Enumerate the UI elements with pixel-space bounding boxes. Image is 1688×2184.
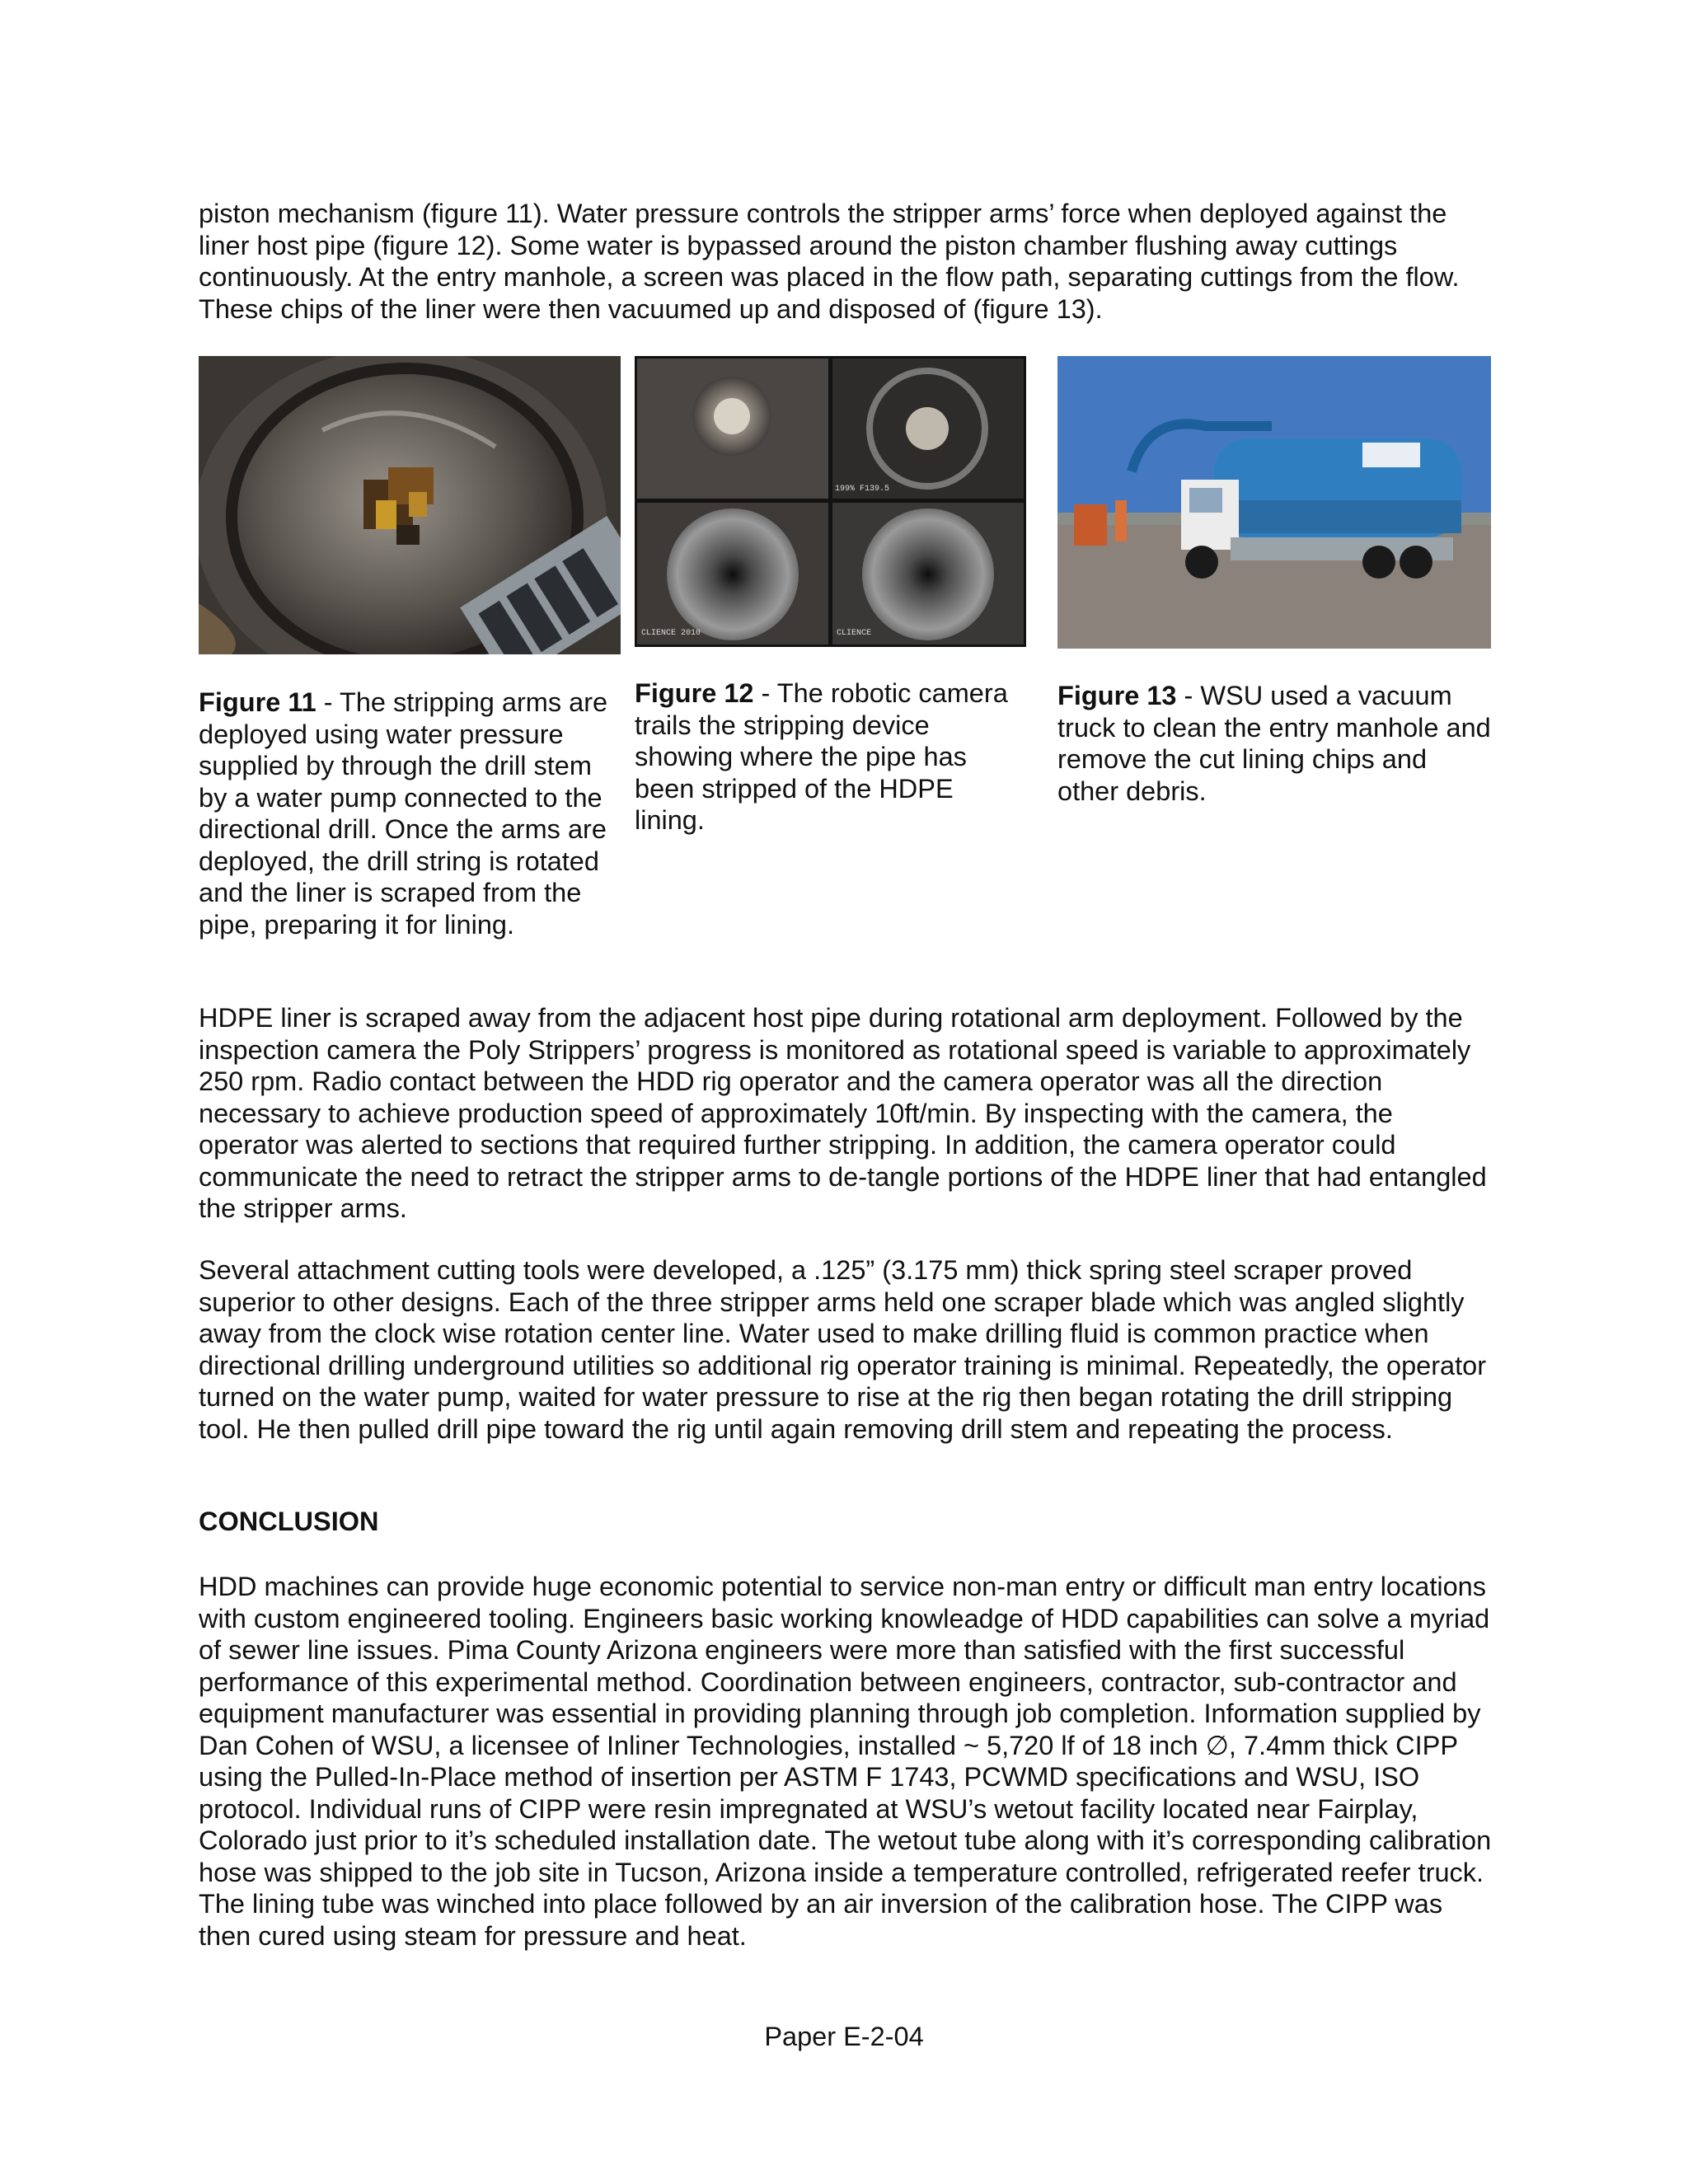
- figure-13-label: Figure 13: [1057, 681, 1177, 710]
- svg-text:199% F139.5: 199% F139.5: [835, 485, 890, 494]
- page-footer: Paper E-2-04: [764, 2022, 924, 2051]
- figure-13-photo: [1057, 356, 1491, 649]
- body-paragraph-2: HDPE liner is scraped away from the adjacent host pipe during rotational arm deployment. Followed by the inspection camera the Poly Strippers’ progress is monitored as rotational speed is variable to approximately 250 rpm. Radio contact between the HDD rig operator and the camera operator was all the direction necessary to achieve production speed of approximately 10ft/min. By inspecting with the camera, the operator was alerted to sections that required further stripping. In addition, the camera operator could communicate the need to retract the stripper arms to de-tangle portions of the HDPE liner that had entangled the stripper arms.: [199, 1003, 1487, 1223]
- svg-text:CLIENCE: CLIENCE: [837, 629, 872, 638]
- body-paragraph-1: piston mechanism (figure 11). Water pressure controls the stripper arms’ force when deployed against the liner host pipe (figure 12). Some water is bypassed around the piston chamber flushing away cuttings continuously. At the entry manhole, a screen was placed in the flow path, separating cuttings from the flow. These chips of the liner were then vacuumed up and disposed of (figure 13).: [199, 199, 1460, 324]
- body-paragraph-3: Several attachment cutting tools were developed, a .125” (3.175 mm) thick spring steel scraper proved superior to other designs. Each of the three stripper arms held one scraper blade which was angled slightly away from the clock wise rotation center line. Water used to make drilling fluid is common practice when directional drilling underground utilities so additional rig operator training is minimal. Repeatedly, the operator turned on the water pump, waited for water pressure to rise at the rig then began rotating the drill stripping tool. He then pulled drill pipe toward the rig until again removing drill stem and repeating the process.: [199, 1255, 1487, 1444]
- figure-12-photo: [635, 356, 1026, 647]
- figure-11-label: Figure 11: [199, 687, 316, 717]
- svg-text:CLIENCE 2010: CLIENCE 2010: [641, 629, 701, 638]
- figure-11-caption: [199, 687, 615, 940]
- figure-12-label: Figure 12: [635, 678, 754, 708]
- section-heading-conclusion: CONCLUSION: [199, 1507, 379, 1536]
- body-paragraph-4: HDD machines can provide huge economic potential to service non-man entry or difficult man entry locations with custom engineered tooling. Engineers basic working knowleadge of HDD capabilities can solve a myriad of sewer line issues. Pima County Arizona engineers were more than satisfied with the first successful performance of this experimental method. Coordination between engineers, contractor, sub-contractor and equipment manufacturer was essential in providing planning through job completion. Information supplied by Dan Cohen of WSU, a licensee of Inliner Technologies, installed ~ 5,720 lf of 18 inch ∅, 7.4mm thick CIPP using the Pulled-In-Place method of insertion per ASTM F 1743, PCWMD specifications and WSU, ISO protocol. Individual runs of CIPP were resin impregnated at WSU’s wetout facility located near Fairplay, Colorado just prior to it’s scheduled installation date. The wetout tube along with it’s corresponding calibration hose was shipped to the job site in Tucson, Arizona inside a temperature controlled, refrigerated reefer truck. The lining tube was winched into place followed by an air inversion of the calibration hose. The CIPP was then cured using steam for pressure and heat.: [199, 1572, 1492, 1951]
- figure-13-caption: [1057, 680, 1491, 807]
- figure-11-photo: [199, 356, 621, 654]
- figure-11-caption-text: - The stripping arms are deployed using water pressure supplied by through the drill stem by a water pump connected to the directional drill. Once the arms are deployed, the drill string is rotated and the liner is scraped from the pipe, preparing it for lining.: [199, 687, 608, 940]
- figure-12-caption: [635, 677, 1030, 837]
- figure-13-caption-text: - WSU used a vacuum truck to clean the entry manhole and remove the cut lining chips and other debris.: [1057, 681, 1491, 806]
- figure-12-caption-text: - The robotic camera trails the stripping device showing where the pipe has been stripped of the HDPE lining.: [635, 678, 1008, 835]
